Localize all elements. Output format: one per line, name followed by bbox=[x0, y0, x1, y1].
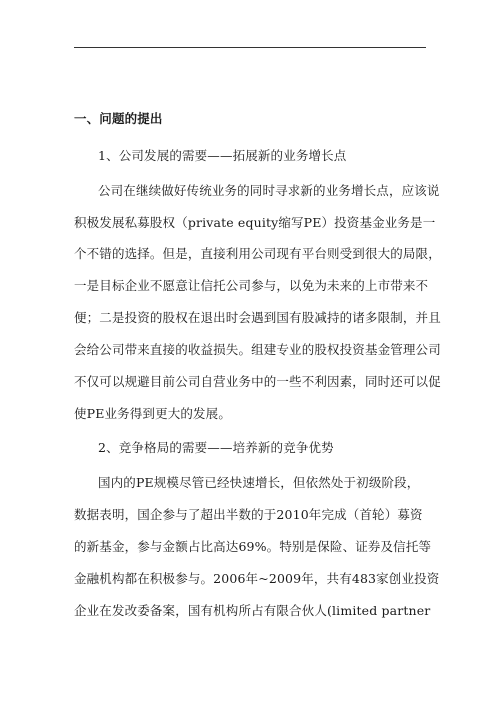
paragraph-1-line-7: 不仅可以规避目前公司自营业务中的一些不利因素，同时还可以促 bbox=[74, 374, 441, 389]
subheading-1: 1、公司发展的需要——拓展新的业务增长点 bbox=[98, 148, 347, 163]
subheading-2: 2、竞争格局的需要——培养新的竞争优势 bbox=[98, 440, 334, 455]
paragraph-2-line-5: 企业在发改委备案，国有机构所占有限合伙人(limited partner bbox=[74, 603, 431, 618]
paragraph-2-line-2: 数据表明，国企参与了超出半数的于2010年完成（首轮）募资 bbox=[74, 507, 423, 522]
paragraph-1-line-3: 个不错的选择。但是，直接利用公司现有平台则受到很大的局限， bbox=[74, 246, 441, 261]
paragraph-2-line-4: 金融机构都在积极参与。2006年~2009年，共有483家创业投资 bbox=[74, 571, 440, 586]
paragraph-1-line-6: 会给公司带来直接的收益损失。组建专业的股权投资基金管理公司 bbox=[74, 342, 441, 357]
paragraph-1-line-8: 使PE业务得到更大的发展。 bbox=[74, 406, 231, 421]
header-divider bbox=[74, 47, 426, 48]
paragraph-1-line-1: 公司在继续做好传统业务的同时寻求新的业务增长点，应该说 bbox=[98, 183, 440, 198]
paragraph-1-line-4: 一是目标企业不愿意让信托公司参与，以免为未来的上市带来不 bbox=[74, 278, 429, 293]
section-title: 一、问题的提出 bbox=[74, 111, 163, 126]
paragraph-1-line-5: 便；二是投资的股权在退出时会遇到国有股减持的诸多限制，并且 bbox=[74, 310, 441, 325]
paragraph-1-line-2: 积极发展私募股权（private equity缩写PE）投资基金业务是一 bbox=[74, 215, 436, 230]
paragraph-2-line-1: 国内的PE规模尽管已经快速增长，但依然处于初级阶段， bbox=[98, 475, 420, 490]
paragraph-2-line-3: 的新基金，参与金额占比高达69%。特别是保险、证券及信托等 bbox=[74, 539, 432, 554]
